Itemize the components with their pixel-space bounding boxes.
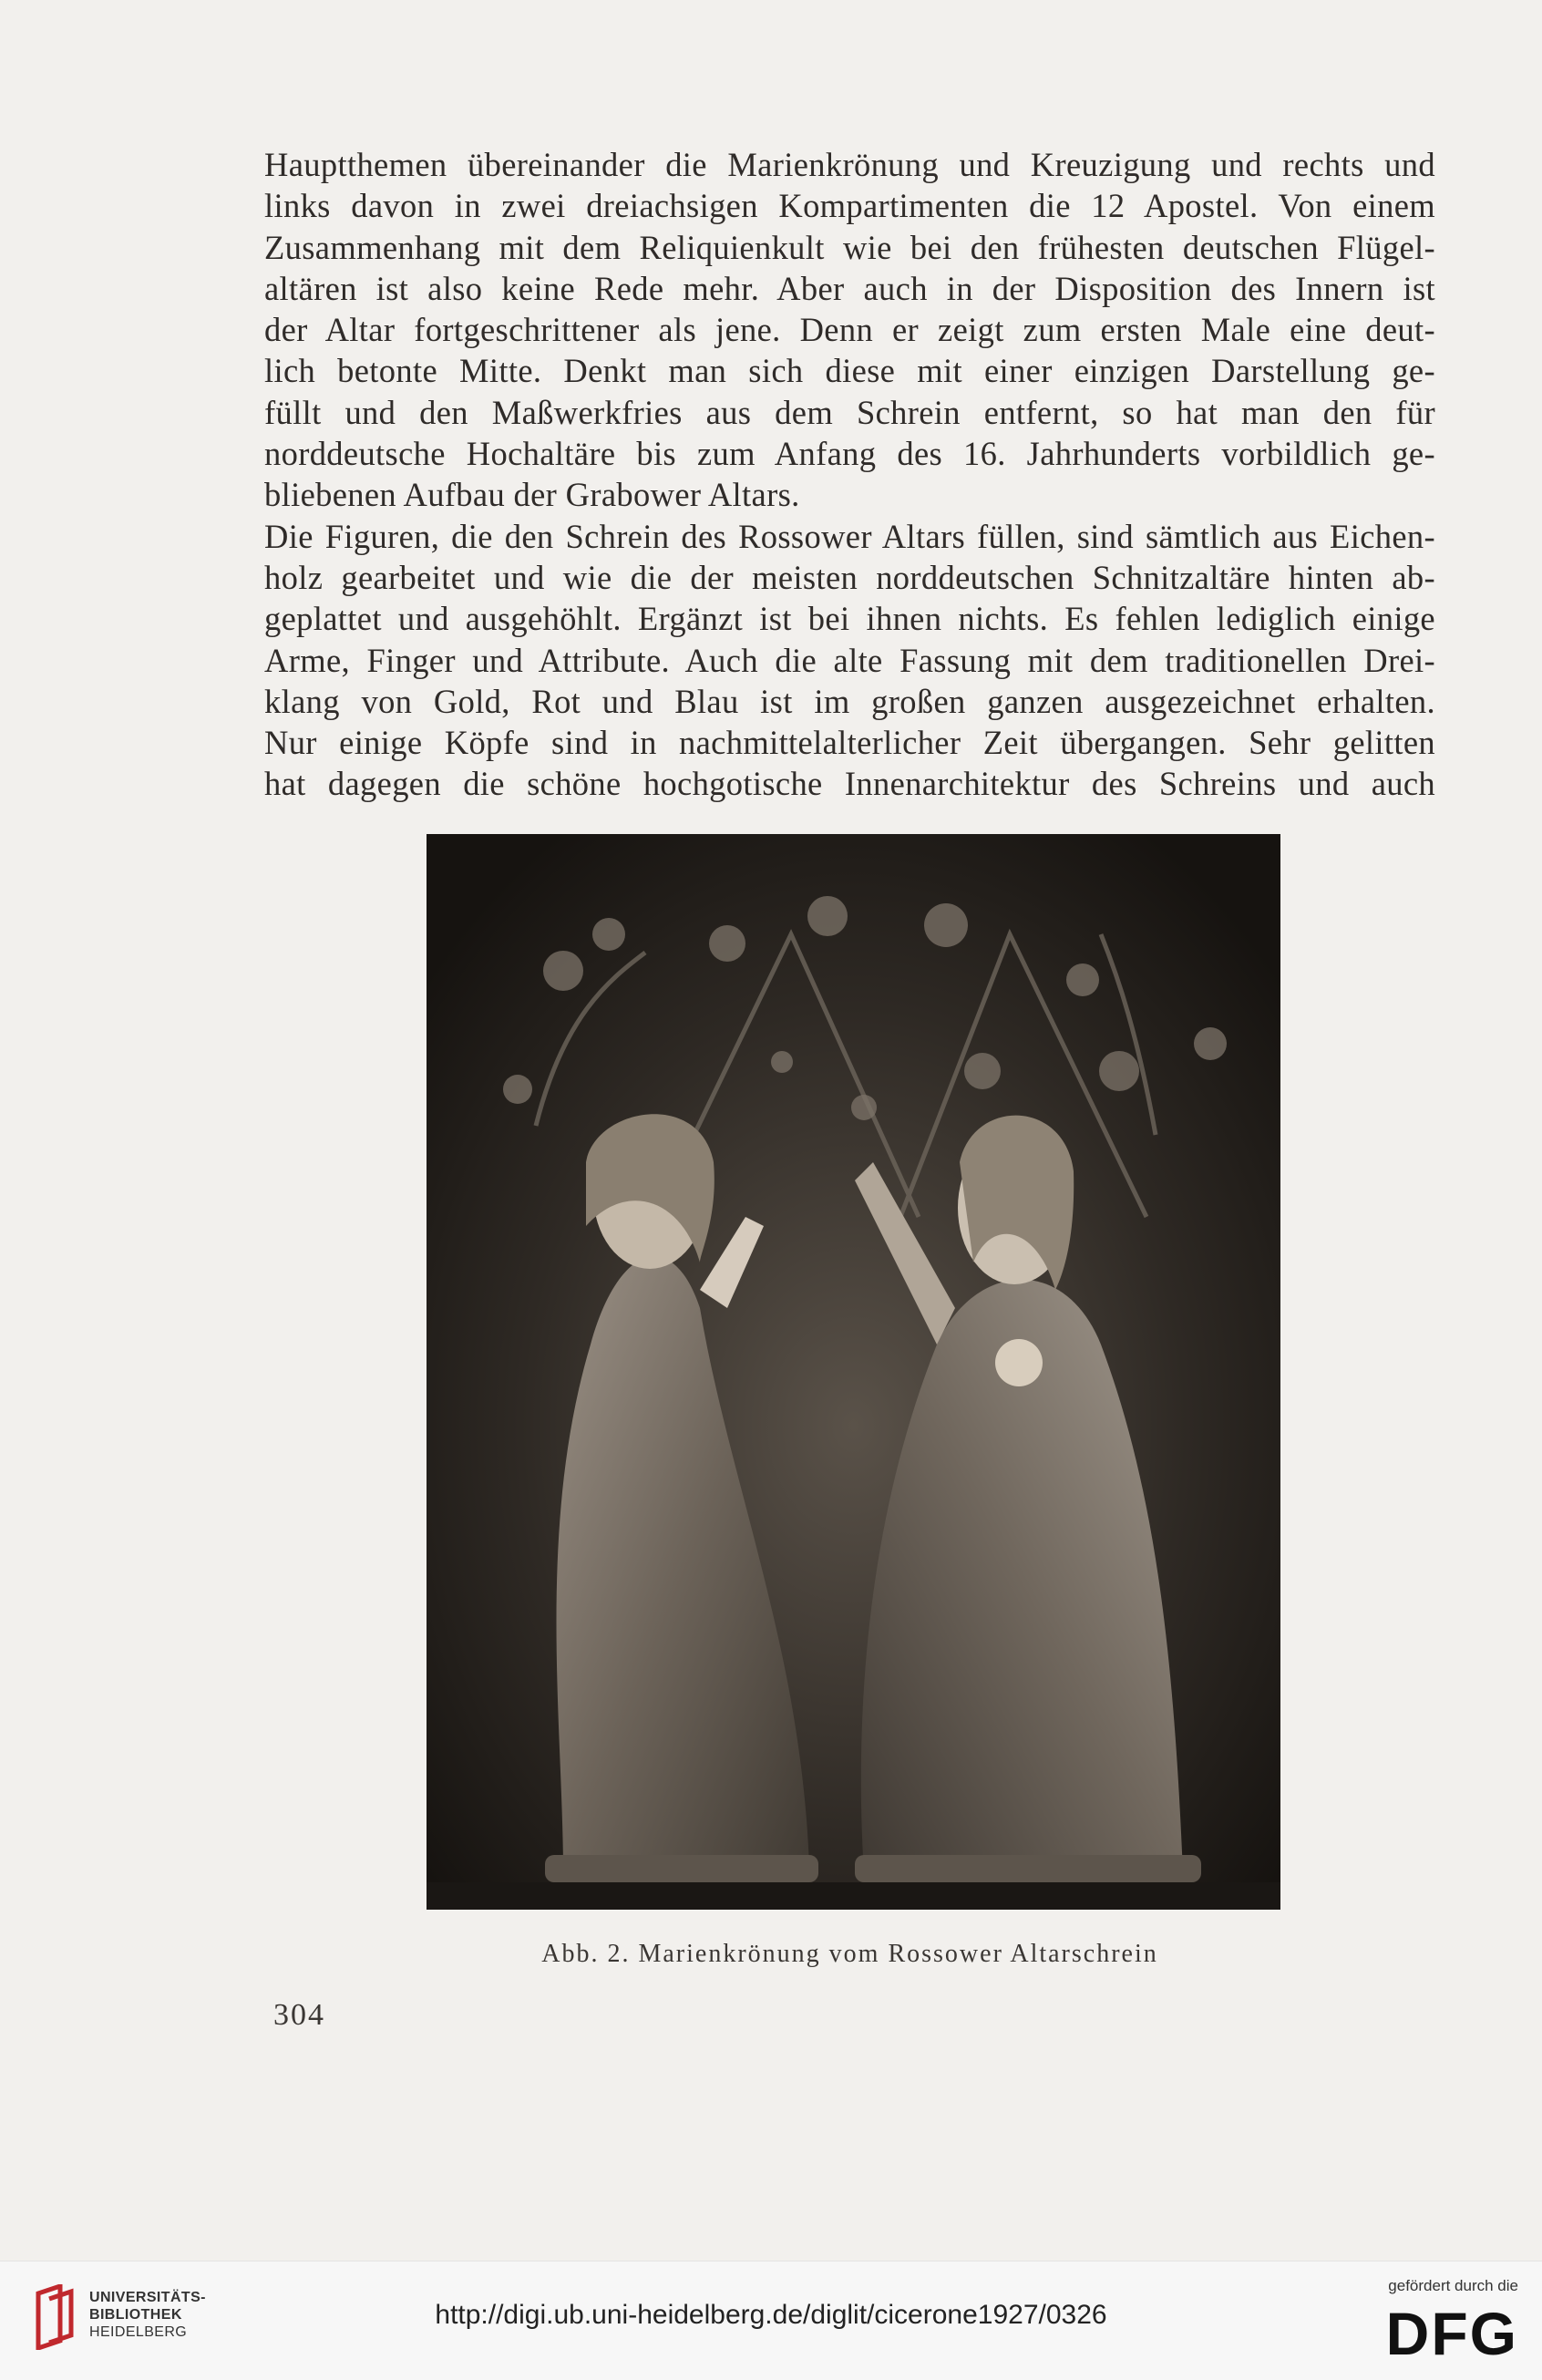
library-name-line: BIBLIOTHEK [89, 2307, 182, 2323]
text-line: Zusammenhang mit dem Reliquienkult wie bei den frühesten deutschen Flügel- [264, 228, 1435, 266]
figure-caption: Abb. 2. Marienkrönung vom Rossower Altarschrein [541, 1940, 1158, 1968]
page-number: 304 [273, 1998, 325, 2032]
text-line: Arme, Finger und Attribute. Auch die alte Fassung mit dem traditionellen Drei- [264, 641, 1435, 679]
text-line: links davon in zwei dreiachsigen Kompartimenten die 12 Apostel. Von einem [264, 187, 1435, 225]
text-line: norddeutsche Hochaltäre bis zum Anfang des 16. Jahrhunderts vorbildlich ge- [264, 435, 1435, 473]
text-line: Die Figuren, die den Schrein des Rossower Altars füllen, sind sämtlich aus Eichen- [264, 517, 1435, 555]
body-text [264, 144, 1435, 805]
library-city-line: HEIDELBERG [89, 2324, 188, 2340]
library-name-line: UNIVERSITÄTS- [89, 2290, 206, 2305]
text-line: lich betonte Mitte. Denkt man sich diese mit einer einzigen Darstellung ge- [264, 352, 1435, 390]
paragraph-2 [264, 516, 1435, 805]
dfg-logo: DFG [1385, 2300, 1518, 2367]
text-line: geplattet und ausgehöhlt. Ergänzt ist bei ihnen nichts. Es fehlen lediglich einige [264, 600, 1435, 638]
text-line: altären ist also keine Rede mehr. Aber auch in der Disposition des Innern ist [264, 269, 1435, 307]
text-line: füllt und den Maßwerkfries aus dem Schrein entfernt, so hat man den für [264, 393, 1435, 431]
sculpture-photo-illustration [427, 834, 1280, 1910]
text-line: Hauptthemen übereinander die Marienkrönung und Kreuzigung und rechts und [264, 146, 1435, 183]
footer-bar [0, 2261, 1542, 2380]
figure-photograph [427, 834, 1280, 1910]
text-line: Nur einige Köpfe sind in nachmittelalterlicher Zeit übergangen. Sehr gelitten [264, 724, 1435, 762]
funding-note: gefördert durch die [1388, 2277, 1518, 2294]
permalink-url[interactable]: http://digi.ub.uni-heidelberg.de/diglit/cicerone1927/0326 [435, 2300, 1107, 2330]
text-line: hat dagegen die schöne hochgotische Innenarchitektur des Schreins und auch [264, 765, 1435, 803]
text-line: klang von Gold, Rot und Blau ist im großen ganzen ausgezeichnet erhalten. [264, 682, 1435, 720]
paragraph-1 [264, 144, 1435, 516]
text-line: der Altar fortgeschrittener als jene. Denn er zeigt zum ersten Male eine deut- [264, 311, 1435, 349]
text-line: bliebenen Aufbau der Grabower Altars. [264, 476, 800, 514]
text-line: holz gearbeitet und wie die der meisten norddeutschen Schnitzaltäre hinten ab- [264, 558, 1435, 596]
